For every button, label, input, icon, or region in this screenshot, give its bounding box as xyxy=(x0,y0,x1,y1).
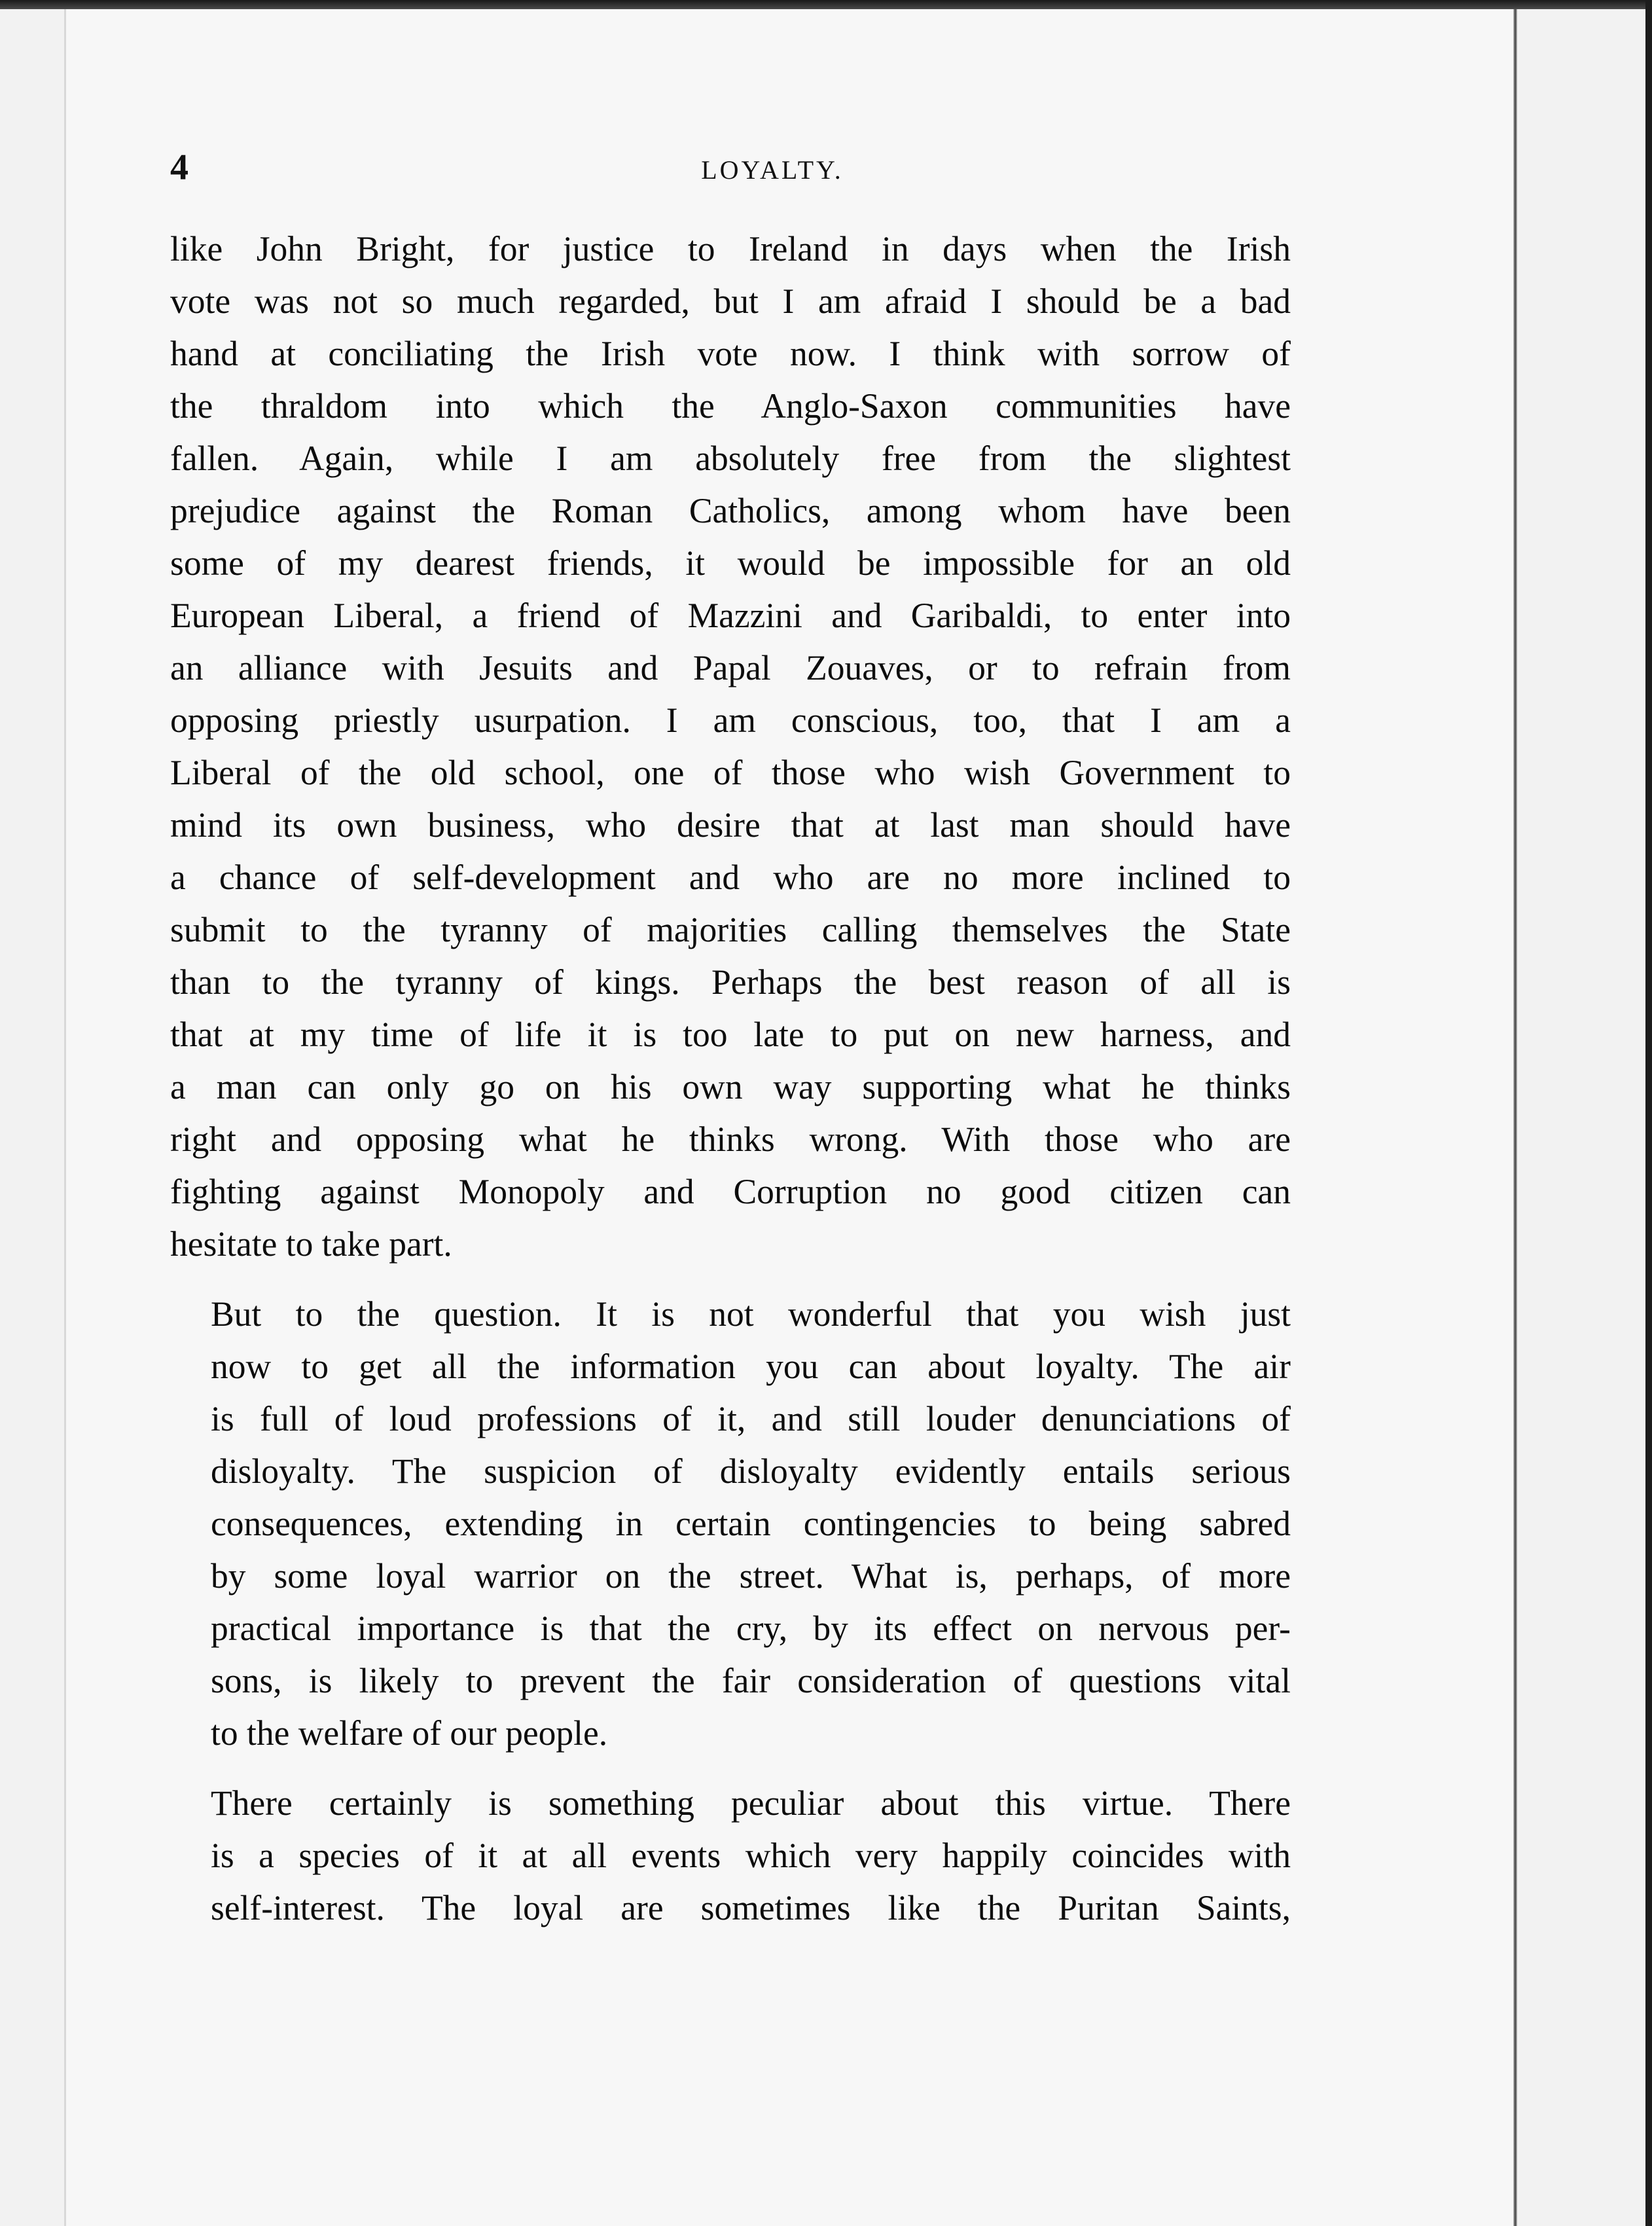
text-line: fighting against Monopoly and Corruption no good citizen can xyxy=(170,1172,1291,1211)
text-line: prejudice against the Roman Catholics, among whom have been xyxy=(170,491,1291,530)
text-line: a chance of self-development and who are no more inclined to xyxy=(170,858,1291,897)
running-head: LOYALTY. xyxy=(701,155,844,185)
text-line: fallen. Again, while I am absolutely free from the slightest xyxy=(170,439,1291,478)
paragraph-1 xyxy=(170,223,1291,1270)
text-line: consequences, extending in certain contingencies to being sabred xyxy=(211,1504,1291,1543)
text-line: than to the tyranny of kings. Perhaps the best reason of all is xyxy=(170,962,1291,1002)
text-line: self-interest. The loyal are sometimes like the Puritan Saints, xyxy=(211,1888,1291,1927)
text-line: practical importance is that the cry, by its effect on nervous per- xyxy=(211,1609,1291,1648)
scan-right-border xyxy=(1645,0,1652,2226)
page-number: 4 xyxy=(170,147,189,188)
text-line: hand at conciliating the Irish vote now. I think with sorrow of xyxy=(170,334,1291,373)
text-line: hesitate to take part. xyxy=(170,1224,452,1264)
text-line: There certainly is something peculiar about this virtue. There xyxy=(211,1783,1291,1823)
text-line: an alliance with Jesuits and Papal Zouaves, or to refrain from xyxy=(170,648,1291,687)
text-line: is a species of it at all events which very happily coincides with xyxy=(211,1836,1291,1875)
text-line: Liberal of the old school, one of those who wish Government to xyxy=(170,753,1291,792)
text-line: vote was not so much regarded, but I am afraid I should be a bad xyxy=(170,282,1291,321)
text-line: sons, is likely to prevent the fair consideration of questions vital xyxy=(211,1661,1291,1700)
text-line: a man can only go on his own way supporting what he thinks xyxy=(170,1067,1291,1106)
body-text xyxy=(170,223,1291,1934)
text-line: by some loyal warrior on the street. What is, perhaps, of more xyxy=(211,1556,1291,1596)
text-line: disloyalty. The suspicion of disloyalty evidently entails serious xyxy=(211,1451,1291,1491)
text-line: like John Bright, for justice to Ireland in days when the Irish xyxy=(170,229,1291,268)
page-fold-edge xyxy=(1513,9,1517,2226)
text-line: that at my time of life it is too late to put on new harness, and xyxy=(170,1015,1291,1054)
text-line: European Liberal, a friend of Mazzini and Garibaldi, to enter into xyxy=(170,596,1291,635)
text-line: opposing priestly usurpation. I am conscious, too, that I am a xyxy=(170,701,1291,740)
text-line: is full of loud professions of it, and still louder denunciations of xyxy=(211,1399,1291,1438)
text-line: submit to the tyranny of majorities calling themselves the State xyxy=(170,910,1291,949)
text-line: mind its own business, who desire that at last man should have xyxy=(170,805,1291,845)
text-line: to the welfare of our people. xyxy=(211,1713,608,1753)
paragraph-2 xyxy=(170,1288,1291,1759)
text-line: right and opposing what he thinks wrong. With those who are xyxy=(170,1120,1291,1159)
text-line: some of my dearest friends, it would be impossible for an old xyxy=(170,543,1291,583)
text-line: But to the question. It is not wonderful that you wish just xyxy=(211,1294,1291,1334)
text-line: the thraldom into which the Anglo-Saxon communities have xyxy=(170,386,1291,426)
text-line: now to get all the information you can about loyalty. The air xyxy=(211,1347,1291,1386)
paragraph-3 xyxy=(170,1777,1291,1934)
scan-top-border xyxy=(0,0,1652,9)
